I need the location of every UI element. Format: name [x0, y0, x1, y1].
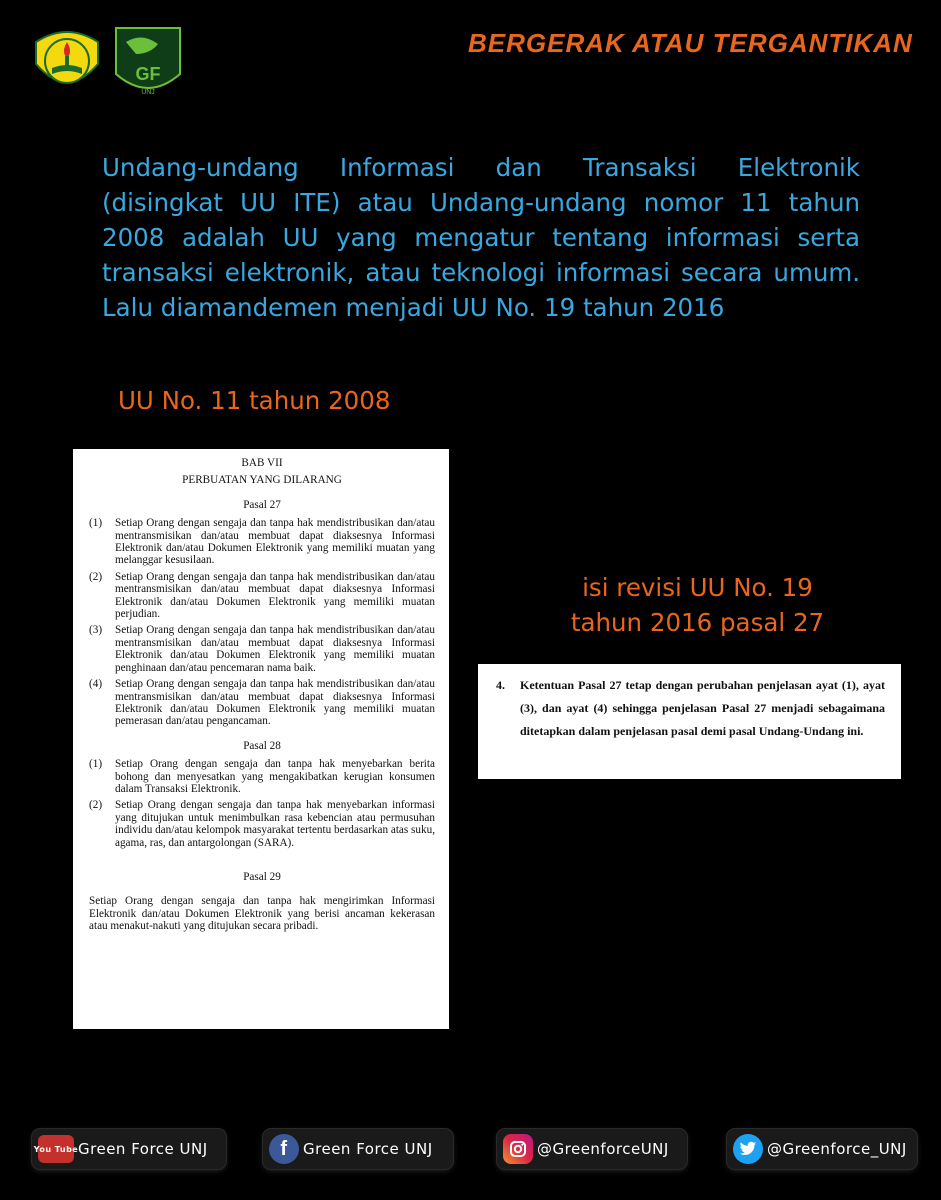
svg-text:UNJ: UNJ: [141, 89, 155, 96]
instagram-icon: [503, 1134, 533, 1164]
social-twitter[interactable]: [727, 1129, 917, 1169]
pasal-27-heading: Pasal 27: [243, 498, 281, 511]
youtube-icon: You Tube: [38, 1135, 74, 1163]
list-item: (1) Setiap Orang dengan sengaja dan tanpa hak mendistribusikan dan/atau mentransmisikan dan/atau membuat dapat diaksesnya Informasi Elektronik dan/atau Dokumen Elektronik yang memiliki muatan yang melanggar kesusilaan.: [89, 517, 435, 567]
bab-title: PERBUATAN YANG DILARANG: [182, 474, 342, 487]
svg-text:GF: GF: [135, 64, 161, 84]
revision-text: Ketentuan Pasal 27 tetap dengan perubahan penjelasan ayat (1), ayat (3), dan ayat (4) sehingga penjelasan Pasal 27 menjadi sebagaimana ditetapkan dalam penjelasan pasal demi pasal Undang-Undang ini.: [520, 678, 885, 738]
pasal-29-heading: Pasal 29: [243, 870, 281, 883]
greenforce-logo: [112, 24, 184, 102]
right-label-line2: tahun 2016 pasal 27: [570, 608, 825, 637]
bab-number: BAB VII: [241, 457, 283, 469]
social-instagram[interactable]: [497, 1129, 687, 1169]
social-label: @Greenforce_UNJ: [767, 1140, 907, 1158]
left-label: UU No. 11 tahun 2008: [118, 386, 391, 415]
law-document: [73, 449, 449, 1029]
intro-line: transaksi elektronik, atau teknologi informasi secara umum.: [102, 258, 860, 287]
twitter-icon: [733, 1134, 763, 1164]
list-item: (3) Setiap Orang dengan sengaja dan tanpa hak mendistribusikan dan/atau mentransmisikan dan/atau membuat dapat diaksesnya Informasi Elektronik dan/atau Dokumen Elektronik yang memiliki muatan penghinaan dan/atau pencemaran nama baik.: [89, 624, 435, 674]
right-label-line1: isi revisi UU No. 19: [582, 573, 813, 602]
social-label: Green Force UNJ: [78, 1140, 208, 1158]
revision-number: 4.: [496, 678, 505, 692]
pasal-29-text: Setiap Orang dengan sengaja dan tanpa hak mengirimkan Informasi Elektronik dan/atau Dokumen Elektronik yang berisi ancaman kekerasan atau menakut-nakuti yang ditujukan secara pribadi.: [89, 895, 435, 933]
tagline: BERGERAK ATAU TERGANTIKAN: [468, 28, 913, 58]
intro-line: 2008 adalah UU yang mengatur tentang informasi serta: [102, 223, 860, 252]
right-label: [556, 570, 839, 640]
social-label: Green Force UNJ: [303, 1140, 433, 1158]
revision-document: [478, 664, 901, 779]
unj-logo: [28, 24, 106, 98]
social-youtube[interactable]: [32, 1129, 226, 1169]
social-facebook[interactable]: [263, 1129, 453, 1169]
intro-line: (disingkat UU ITE) atau Undang-undang nomor 11 tahun: [102, 188, 860, 217]
list-item: (2) Setiap Orang dengan sengaja dan tanpa hak menyebarkan informasi yang ditujukan untuk menimbulkan rasa kebencian atau permusuhan individu dan/atau kelompok masyarakat tertentu berdasarkan atas suku, agama, ras, dan antargolongan (SARA).: [89, 799, 435, 849]
pasal-28-heading: Pasal 28: [243, 739, 281, 752]
list-item: (4) Setiap Orang dengan sengaja dan tanpa hak mendistribusikan dan/atau mentransmisikan dan/atau membuat dapat diaksesnya Informasi Elektronik dan/atau Dokumen Elektronik yang memiliki muatan pemerasan dan/atau pengancaman.: [89, 678, 435, 728]
list-item: (2) Setiap Orang dengan sengaja dan tanpa hak mendistribusikan dan/atau mentransmisikan dan/atau membuat dapat diaksesnya Informasi Elektronik dan/atau Dokumen Elektronik yang memiliki muatan perjudian.: [89, 570, 435, 621]
social-label: @GreenforceUNJ: [537, 1140, 669, 1158]
intro-line: Undang-undang Informasi dan Transaksi Elektronik: [102, 153, 860, 182]
intro-line: Lalu diamandemen menjadi UU No. 19 tahun 2016: [102, 293, 725, 322]
list-item: (1) Setiap Orang dengan sengaja dan tanpa hak menyebarkan berita bohong dan menyesatkan yang mengakibatkan kerugian konsumen dalam Transaksi Elektronik.: [89, 758, 435, 795]
intro-paragraph: [102, 150, 860, 325]
facebook-icon: f: [269, 1134, 299, 1164]
